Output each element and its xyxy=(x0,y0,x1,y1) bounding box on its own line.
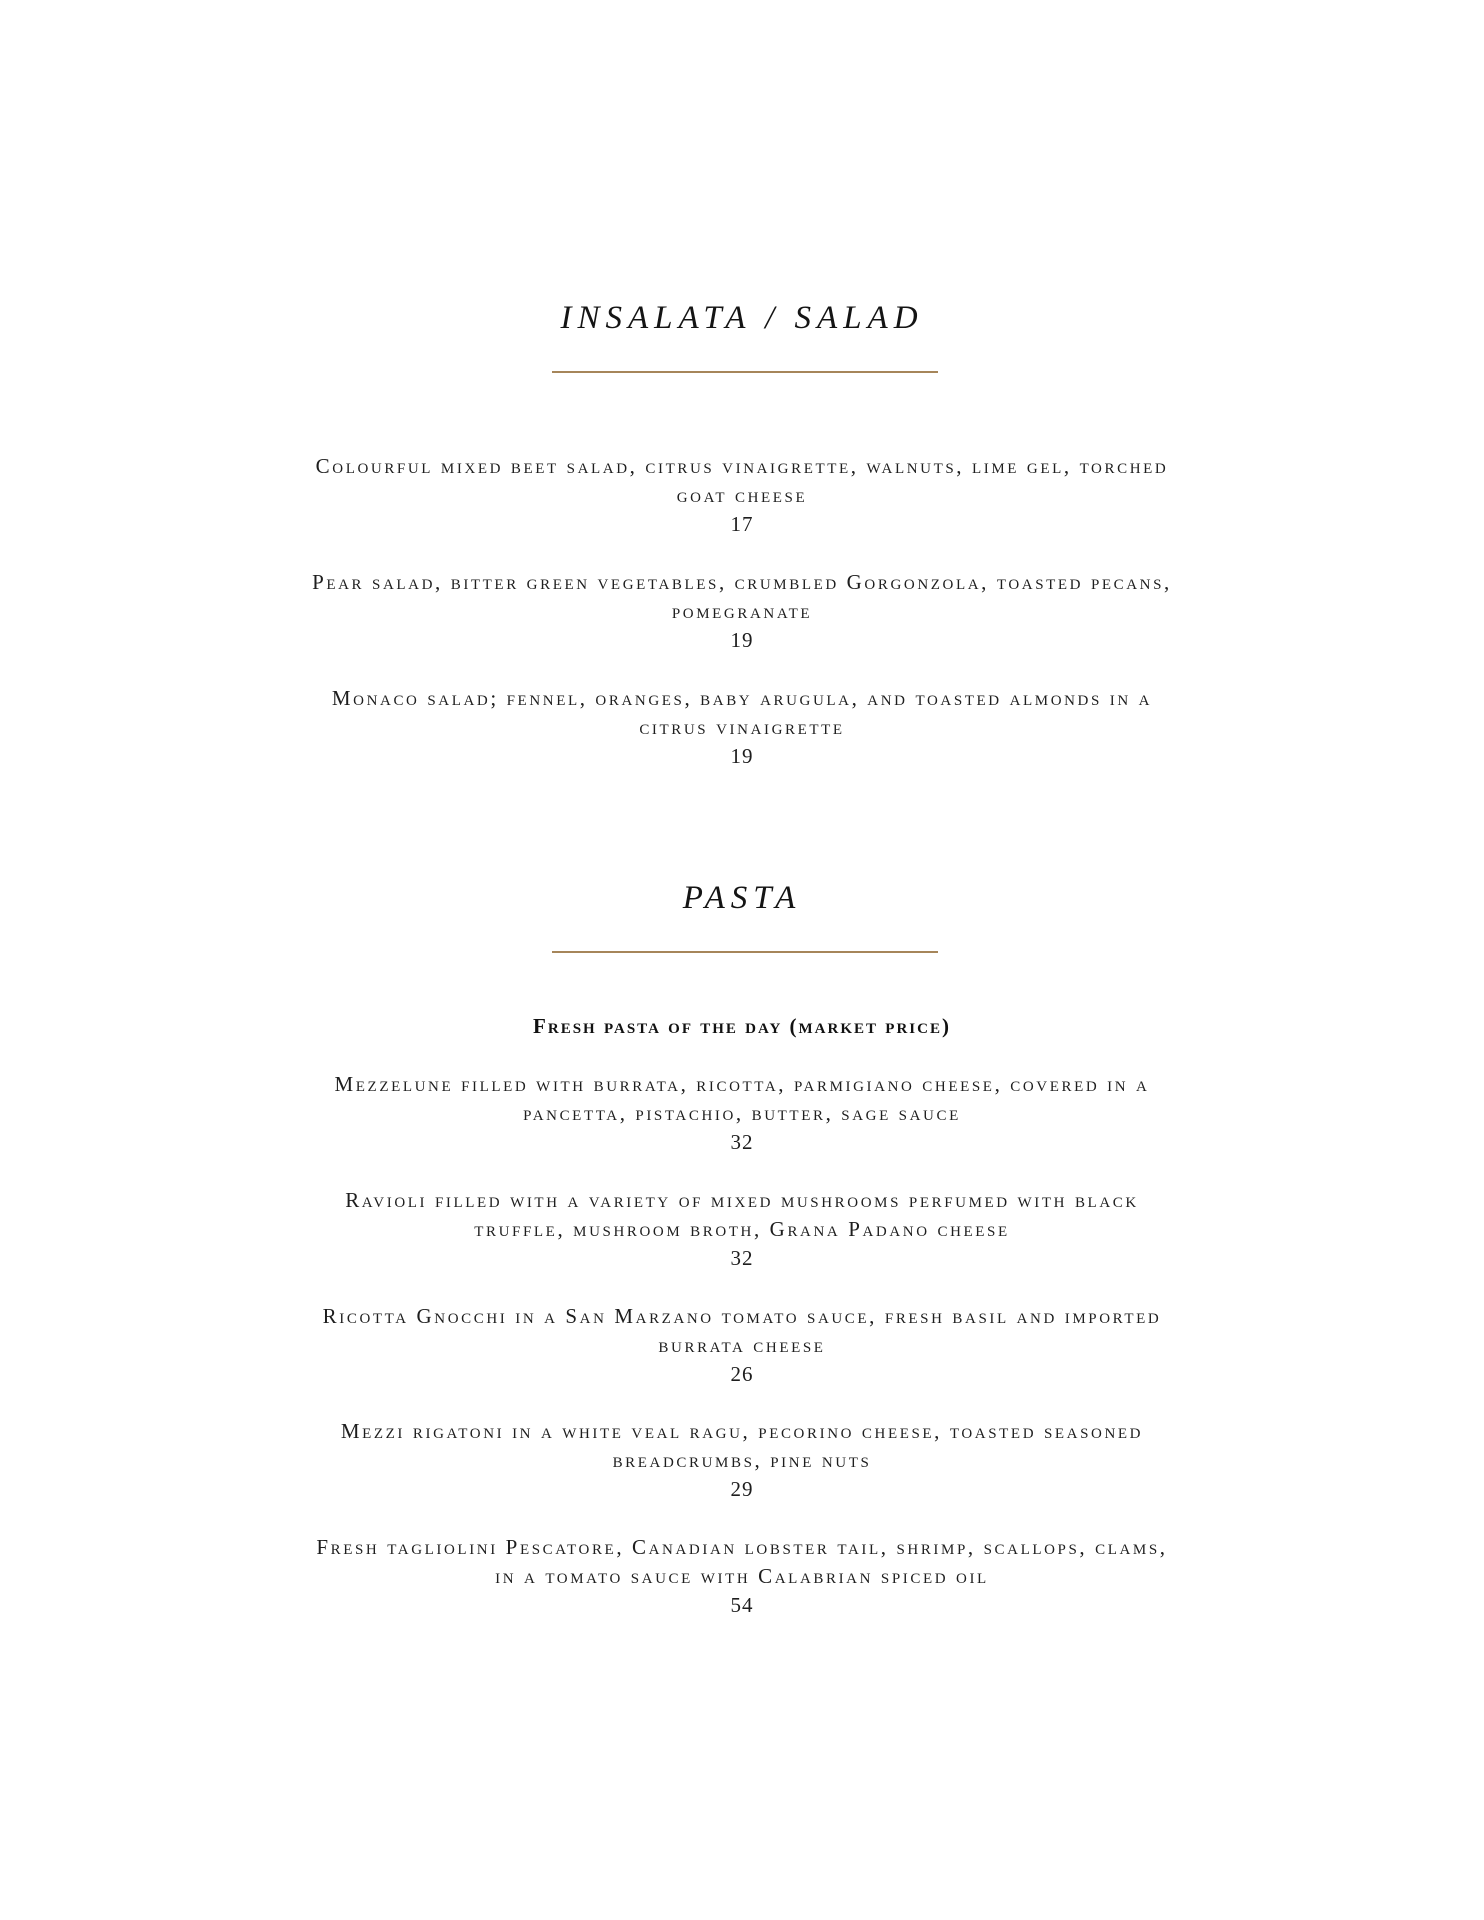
section-title-pasta: PASTA xyxy=(682,880,802,916)
menu-item-tagliolini xyxy=(0,1533,1484,1620)
menu-item-ravioli xyxy=(0,1186,1484,1273)
menu-item-price: 32 xyxy=(730,1130,754,1154)
menu-item-description: Colourful mixed beet salad, citrus vinaigrette, walnuts, lime gel, torched goat cheese xyxy=(315,454,1169,507)
menu-item-price: 26 xyxy=(730,1362,754,1386)
menu-item-description: Monaco salad; fennel, oranges, baby arugula, and toasted almonds in a citrus vinaigrette xyxy=(331,686,1153,739)
menu-item-mezzelune xyxy=(0,1070,1484,1157)
section-title-salad: INSALATA / SALAD xyxy=(560,300,924,336)
menu-item-price: 19 xyxy=(730,744,754,768)
section-divider-pasta xyxy=(552,951,938,953)
menu-item-price: 17 xyxy=(730,512,754,536)
menu-item-description: Fresh tagliolini Pescatore, Canadian lobster tail, shrimp, scallops, clams, in a tomato sauce with Calabrian spiced oil xyxy=(316,1535,1168,1588)
menu-item-monaco-salad xyxy=(0,684,1484,771)
menu-item-price: 19 xyxy=(730,628,754,652)
menu-item-description: Mezzi rigatoni in a white veal ragu, pecorino cheese, toasted seasoned breadcrumbs, pine nuts xyxy=(340,1419,1144,1472)
section-divider-salad xyxy=(552,371,938,373)
menu-item-description: Ravioli filled with a variety of mixed mushrooms perfumed with black truffle, mushroom broth, Grana Padano cheese xyxy=(345,1188,1139,1241)
menu-item-beet-salad xyxy=(0,452,1484,539)
menu-item-description: Pear salad, bitter green vegetables, crumbled Gorgonzola, toasted pecans, pomegranate xyxy=(312,570,1172,623)
menu-item-pear-salad xyxy=(0,568,1484,655)
menu-item-description: Ricotta Gnocchi in a San Marzano tomato sauce, fresh basil and imported burrata cheese xyxy=(322,1304,1162,1357)
featured-item-pasta-of-the-day: Fresh pasta of the day (market price) xyxy=(533,1014,951,1038)
menu-item-price: 32 xyxy=(730,1246,754,1270)
menu-item-price: 29 xyxy=(730,1477,754,1501)
menu-item-gnocchi xyxy=(0,1302,1484,1389)
menu-item-price: 54 xyxy=(730,1593,754,1617)
menu-item-rigatoni xyxy=(0,1417,1484,1504)
menu-item-description: Mezzelune filled with burrata, ricotta, parmigiano cheese, covered in a pancetta, pistachio, butter, sage sauce xyxy=(334,1072,1150,1125)
